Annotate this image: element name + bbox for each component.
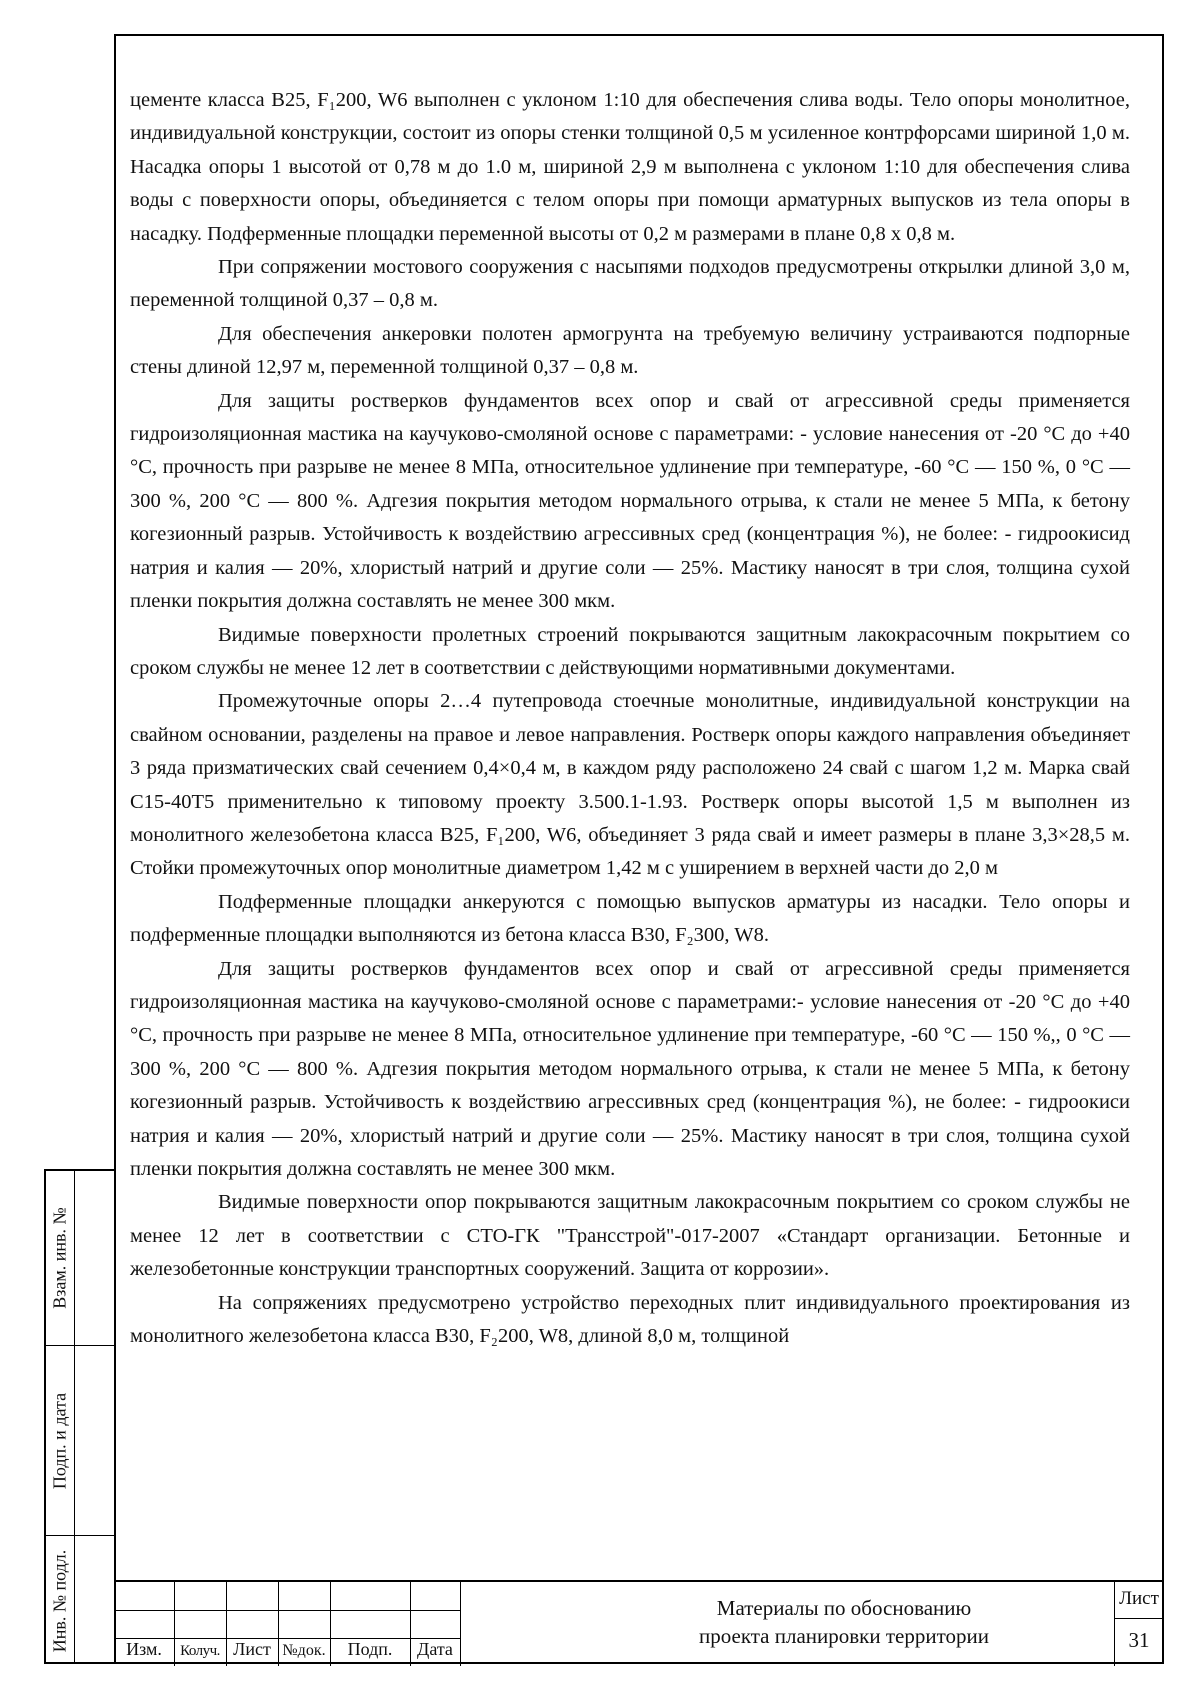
podp-data-cell (46, 1346, 74, 1536)
tb-title-line1: Материалы по обоснованию (716, 1596, 972, 1620)
inv-podl-label: Инв. № подл. (49, 1549, 70, 1653)
document-body (130, 84, 1130, 1353)
paragraph: При сопряжении мостового сооружения с насыпями подходов предусмотрены открылки длиной 3,0 м, переменной толщиной 0,37 – 0,8 м. (130, 256, 1130, 312)
tb-sheet-line (1114, 1618, 1164, 1619)
tb-header-ndok: №док. (282, 1642, 326, 1659)
side-stamp-values (74, 1171, 116, 1662)
tb-header-koluch: Колуч. (180, 1643, 220, 1659)
tb-title (574, 1594, 1114, 1650)
podp-data-value (74, 1346, 116, 1536)
tb-header-data: Дата (417, 1639, 453, 1659)
tb-sheet-label: Лист (1119, 1588, 1159, 1609)
paragraph: Для защиты ростверков фундаментов всех опор и свай от агрессивной среды применяется гидроизоляционная мастика на каучуково-смоляной основе с параметрами: - условие нанесения от -20 °С до +40 °С, прочность при разрыве не менее 8 МПа, относительное удлинение при температуре, -60 °С — 150 %, 0 °С — 300 %, 200 °С — 800 %. Адгезия покрытия методом нормального отрыва, к стали не менее 5 МПа, к бетону когезионный разрыв. Устойчивость к воздействию агрессивных сред (концентрация %), не более: - гидроокисид натрия и калия — 20%, хлористый натрий и другие соли — 25%. Мастику наносят в три слоя, толщина сухой пленки покрытия должна составлять не менее 300 мкм. (130, 389, 1130, 613)
tb-row-line (114, 1610, 460, 1611)
paragraph: Видимые поверхности пролетных строений покрываются защитным лакокрасочным покрытием со сроком службы не менее 12 лет в соответствии с действующими нормативными документами. (130, 623, 1130, 679)
tb-title-line2: проекта планировки территории (699, 1624, 989, 1648)
tb-header-list: Лист (233, 1639, 271, 1659)
tb-col-line (460, 1582, 461, 1666)
title-block (114, 1580, 1164, 1664)
tb-sheet-number: 31 (1128, 1628, 1150, 1652)
paragraph: Для защиты ростверков фундаментов всех опор и свай от агрессивной среды применяется гидроизоляционная мастика на каучуково-смоляной основе с параметрами:- условие нанесения от -20 °С до +40 °С, прочность при разрыве не менее 8 МПа, относительное удлинение при температуре, -60 °С — 150 %,, 0 °С — 300 %, 200 °С — 800 %. Адгезия покрытия методом нормального отрыва, к стали не менее 5 МПа, к бетону когезионный разрыв. Устойчивость к воздействию агрессивных сред (концентрация %), не более: - гидроокиси натрия и калия — 20%, хлористый натрий и другие соли — 25%. Мастику наносят в три слоя, толщина сухой пленки покрытия должна составлять не менее 300 мкм. (130, 957, 1130, 1180)
vzam-inv-label: Взам. инв. № (49, 1207, 70, 1309)
tb-header-podp: Подп. (347, 1639, 393, 1659)
paragraph: Подферменные площадки анкеруются с помощью выпусков арматуры из насадки. Тело опоры и подферменные площадки выполняются из бетона класса В30, F₂300, W8. (130, 890, 1130, 947)
paragraph: Промежуточные опоры 2…4 путепровода стоечные монолитные, индивидуальной конструкции на свайном основании, разделены на правое и левое направления. Ростверк опоры каждого направления объединяет 3 ряда призматических свай сечением 0,4×0,4 м, в каждом ряду расположено 24 свай с шагом 1,2 м. Марка свай С15-40Т5 применительно к типовому проекту 3.500.1-1.93. Ростверк опоры высотой 1,5 м выполнен из монолитного железобетона класса В25, F₁200, W6, объединяет 3 ряда свай и имеет размеры в плане 3,3×28,5 м. Стойки промежуточных опор монолитные диаметром 1,42 м с уширением в верхней части до 2,0 м (130, 690, 1130, 880)
paragraph: Для обеспечения анкеровки полотен армогрунта на требуемую величину устраиваются подпорные стены длиной 12,97 м, переменной толщиной 0,37 – 0,8 м. (130, 322, 1130, 379)
paragraph: На сопряжениях предусмотрено устройство переходных плит индивидуального проектирования из монолитного железобетона класса В30, F₂200, W8, длиной 8,0 м, толщиной (130, 1291, 1130, 1348)
vzam-inv-value (74, 1171, 116, 1346)
podp-data-label: Подп. и дата (49, 1392, 70, 1489)
paragraph: цементе класса В25, F₁200, W6 выполнен с уклоном 1:10 для обеспечения слива воды. Тело опоры монолитное, индивидуальной конструкции, состоит из опоры стенки толщиной 0,5 м усиленное контрфорсами шириной 1,0 м. Насадка опоры 1 высотой от 0,78 м до 1.0 м, шириной 2,9 м выполнена с уклоном 1:10 для обеспечения слива воды с поверхности опоры, объединяется с телом опоры при помощи арматурных выпусков из тела опоры в насадку. Подферменные площадки переменной высоты от 0,2 м размерами в плане 0,8 х 0,8 м. (130, 89, 1130, 245)
side-stamp (44, 1169, 114, 1664)
side-stamp-labels (46, 1171, 75, 1662)
inv-podl-cell (46, 1536, 74, 1666)
inv-podl-value (74, 1536, 116, 1666)
tb-header-izm: Изм. (126, 1639, 162, 1659)
paragraph: Видимые поверхности опор покрываются защитным лакокрасочным покрытием со сроком службы не менее 12 лет в соответствии с СТО-ГК "Трансстрой"-017-2007 «Стандарт организации. Бетонные и железобетонные конструкции транспортных сооружений. Защита от коррозии». (130, 1191, 1130, 1281)
vzam-inv-cell (46, 1171, 74, 1346)
